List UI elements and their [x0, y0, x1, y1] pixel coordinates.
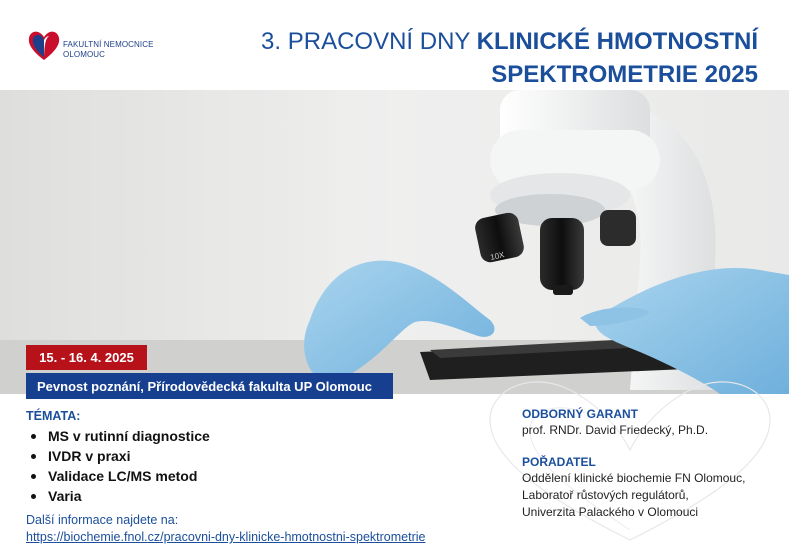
topics-list	[30, 426, 210, 506]
topic-item: MS v rutinní diagnostice	[30, 426, 210, 446]
more-info-text: Další informace najdete na:	[26, 513, 179, 527]
title-prefix: 3. PRACOVNÍ DNY	[261, 28, 477, 55]
event-venue-bar: Pevnost poznání, Přírodovědecká fakulta UP Olomouc	[26, 373, 393, 399]
heart-logo-icon	[26, 27, 62, 63]
topic-item: Varia	[30, 486, 210, 506]
title-bold-2: SPEKTROMETRIE 2025	[491, 61, 758, 88]
logo-line-2: OLOMOUC	[63, 50, 106, 59]
logo-text	[63, 40, 154, 60]
hospital-logo	[26, 27, 166, 67]
topics-label: TÉMATA:	[26, 409, 81, 423]
contacts-column	[522, 406, 782, 521]
event-date-badge: 15. - 16. 4. 2025	[26, 345, 147, 370]
topic-item: Validace LC/MS metod	[30, 466, 210, 486]
logo-line-1: FAKULTNÍ NEMOCNICE	[63, 40, 154, 49]
organizer-line-1: Oddělení klinické biochemie FN Olomouc,	[522, 471, 746, 485]
guarantor-name: prof. RNDr. David Friedecký, Ph.D.	[522, 423, 709, 437]
more-info-link[interactable]: https://biochemie.fnol.cz/pracovni-dny-klinicke-hmotnostni-spektrometrie	[26, 530, 426, 544]
topic-item: IVDR v praxi	[30, 446, 210, 466]
page-title	[261, 25, 758, 91]
organizer-label: POŘADATEL	[522, 455, 596, 469]
objective-label: 10X	[489, 250, 506, 262]
organizer-line-3: Univerzita Palackého v Olomouci	[522, 505, 699, 519]
title-bold-1: KLINICKÉ HMOTNOSTNÍ	[476, 28, 758, 55]
header	[0, 0, 789, 90]
organizer-line-2: Laboratoř růstových regulátorů,	[522, 488, 689, 502]
guarantor-label: ODBORNÝ GARANT	[522, 407, 638, 421]
